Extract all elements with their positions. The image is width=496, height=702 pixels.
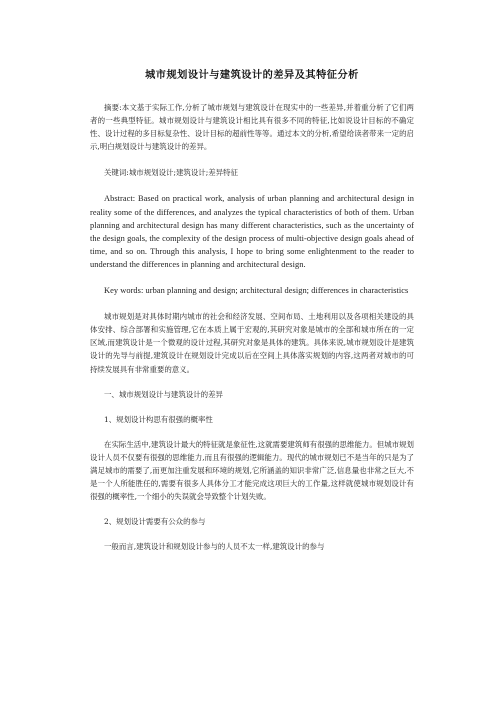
abstract-english: Abstract: Based on practical work, analysis of urban planning and architectural design in reality some of the differences, and analyzes the typical characteristics of both of them. Urban planning and architectural design has many different characteristics, such as the uncertainty of the design goals, the complexity of the design process of multi-objective design goals ahead of time, and so on. Through this analysis, I hope to bring some enlightenment to the reader to understand the differences in planning and architectural design. <box>90 194 414 269</box>
keywords-chinese: 关键词:城市规划设计;建筑设计;差异特征 <box>104 168 238 178</box>
keywords-english: Key words: urban planning and design; architectural design; differences in characteristics <box>104 286 409 296</box>
body-paragraph-1: 在实际生活中,建筑设计最大的特征就是象征性,这就需要建筑师有很强的思维能力。但城市规划设计人员不仅要有很强的思维能力,而且有很强的逻辑能力。现代的城市规划已不是当年的只是为了满足城市的需要了,而更加注重发展和环境的规划,它所涵盖的知识非常广泛,信息量也非常之巨大,不是一个人所能胜任的,需要有很多人具体分工才能完成这项巨大的工作量,这样就使城市规划设计有很强的概率性,一个细小的失误就会导致整个计划失败。 <box>90 439 414 502</box>
document-title: 城市规划设计与建筑设计的差异及其特征分析 <box>145 70 359 81</box>
section-heading-1: 一、城市规划设计与建筑设计的差异 <box>104 389 223 399</box>
subheading-2: 2、规划设计需要有公众的参与 <box>104 517 206 527</box>
abstract-chinese: 摘要:本文基于实际工作,分析了城市规划与建筑设计在现实中的一些差异,并着重分析了它们两者的一些典型特征。城市规划设计与建筑设计相比具有很多不同的特征,比如说设计目标的不确定性、设计过程的多目标复杂性、设计目标的超前性等等。通过本文的分析,希望给读者带来一定的启示,明白规划设计与建筑设计的差异。 <box>90 103 414 152</box>
intro-paragraph: 城市规划是对具体时期内城市的社会和经济发展、空间布局、土地利用以及各项相关建设的具体安排、综合部署和实施管理,它在本质上属于宏观的,其研究对象是城市的全部和城市所在的一定区域,而建筑设计是一个微观的设计过程,其研究对象是具体的建筑。具体来说,城市规划设计是建筑设计的先导与前提,建筑设计在规划设计完成以后在空间上具体落实规划的内容,这两者对城市的可持续发展具有非常重要的意义。 <box>90 312 414 374</box>
subheading-1: 1、规划设计构思有很强的概率性 <box>104 414 213 424</box>
body-paragraph-2: 一般而言,建筑设计和规划设计参与的人员不太一样,建筑设计的参与 <box>104 542 325 552</box>
